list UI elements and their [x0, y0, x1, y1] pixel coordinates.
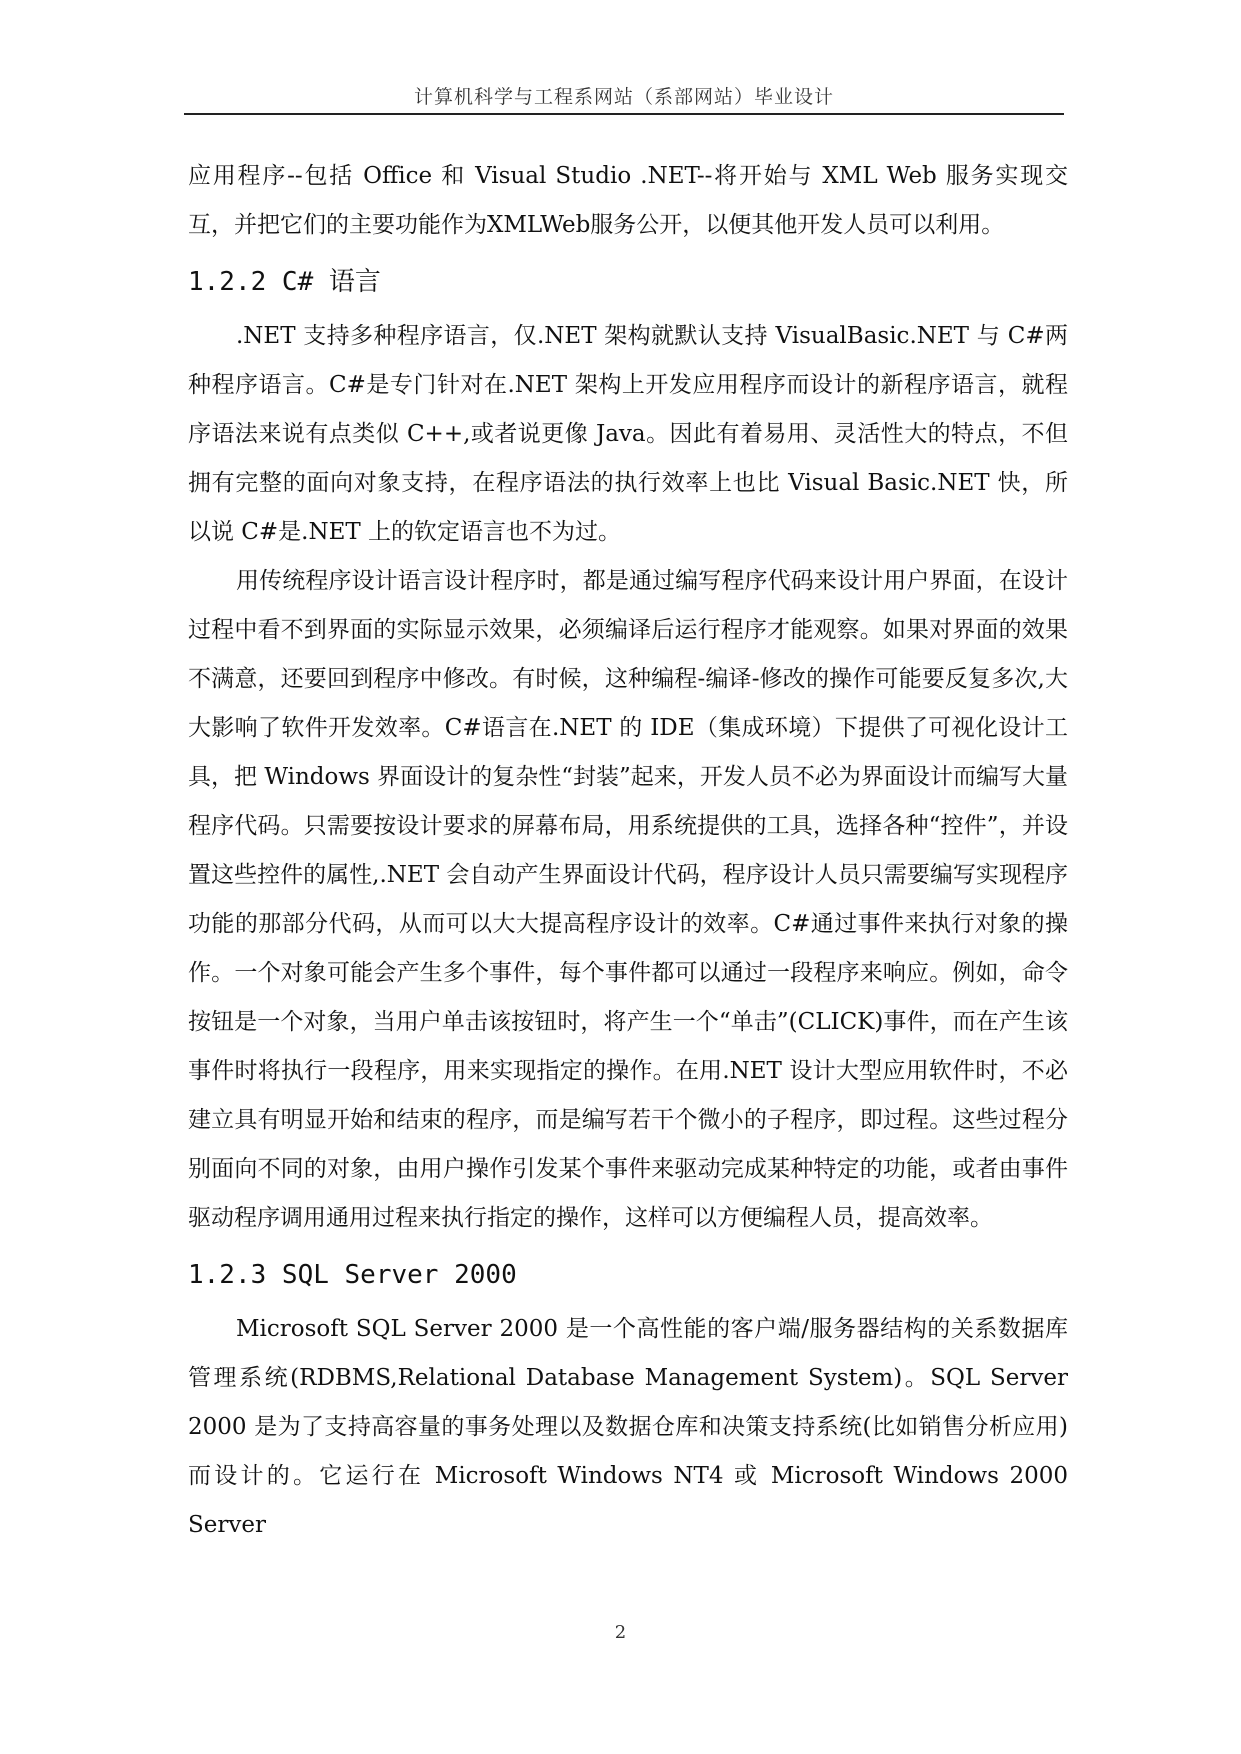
- page-number: 2: [614, 1622, 627, 1643]
- section-heading-sql-server: 1.2.3 SQL Server 2000: [188, 1260, 517, 1290]
- section-heading-csharp: 1.2.2 C# 语言: [188, 267, 381, 297]
- page-content: [188, 152, 1068, 1550]
- paragraph-csharp-ide: 用传统程序设计语言设计程序时，都是通过编写程序代码来设计用户界面，在设计过程中看不到界面的实际显示效果，必须编译后运行程序才能观察。如果对界面的效果不满意，还要回到程序中修改。有时候，这种编程-编译-修改的操作可能要反复多次,大大影响了软件开发效率。C#语言在.NET 的 IDE（集成环境）下提供了可视化设计工具，把 Windows 界面设计的复杂性“封装”起来，开发人员不必为界面设计而编写大量程序代码。只需要按设计要求的屏幕布局，用系统提供的工具，选择各种“控件”，并设置这些控件的属性,.NET 会自动产生界面设计代码，程序设计人员只需要编写实现程序功能的那部分代码，从而可以大大提高程序设计的效率。C#通过事件来执行对象的操作。一个对象可能会产生多个事件，每个事件都可以通过一段程序来响应。例如，命令按钮是一个对象，当用户单击该按钮时，将产生一个“单击”(CLICK)事件，而在产生该事件时将执行一段程序，用来实现指定的操作。在用.NET 设计大型应用软件时，不必建立具有明显开始和结束的程序，而是编写若干个微小的子程序，即过程。这些过程分别面向不同的对象，由用户操作引发某个事件来驱动完成某种特定的功能，或者由事件驱动程序调用通用过程来执行指定的操作，这样可以方便编程人员，提高效率。: [188, 568, 1068, 1231]
- paragraph-csharp-overview: .NET 支持多种程序语言，仅.NET 架构就默认支持 VisualBasic.NET 与 C#两种程序语言。C#是专门针对在.NET 架构上开发应用程序而设计的新程序语言，就程序语法来说有点类似 C++,或者说更像 Java。因此有着易用、灵活性大的特点，不但拥有完整的面向对象支持，在程序语法的执行效率上也比 Visual Basic.NET 快，所以说 C#是.NET 上的钦定语言也不为过。: [188, 323, 1068, 545]
- paragraph-sql-server: Microsoft SQL Server 2000 是一个高性能的客户端/服务器结构的关系数据库管理系统(RDBMS,Relational Database Management System)。SQL Server 2000 是为了支持高容量的事务处理以及数据仓库和决策支持系统(比如销售分析应用)而设计的。它运行在 Microsoft Windows NT4 或 Microsoft Windows 2000 Server: [188, 1316, 1068, 1538]
- page-header-title: 计算机科学与工程系网站（系部网站）毕业设计: [413, 86, 834, 108]
- header-divider: [184, 113, 1064, 115]
- paragraph-intro: 应用程序--包括 Office 和 Visual Studio .NET--将开始与 XML Web 服务实现交互，并把它们的主要功能作为XMLWeb服务公开，以便其他开发人员可以利用。: [188, 163, 1068, 238]
